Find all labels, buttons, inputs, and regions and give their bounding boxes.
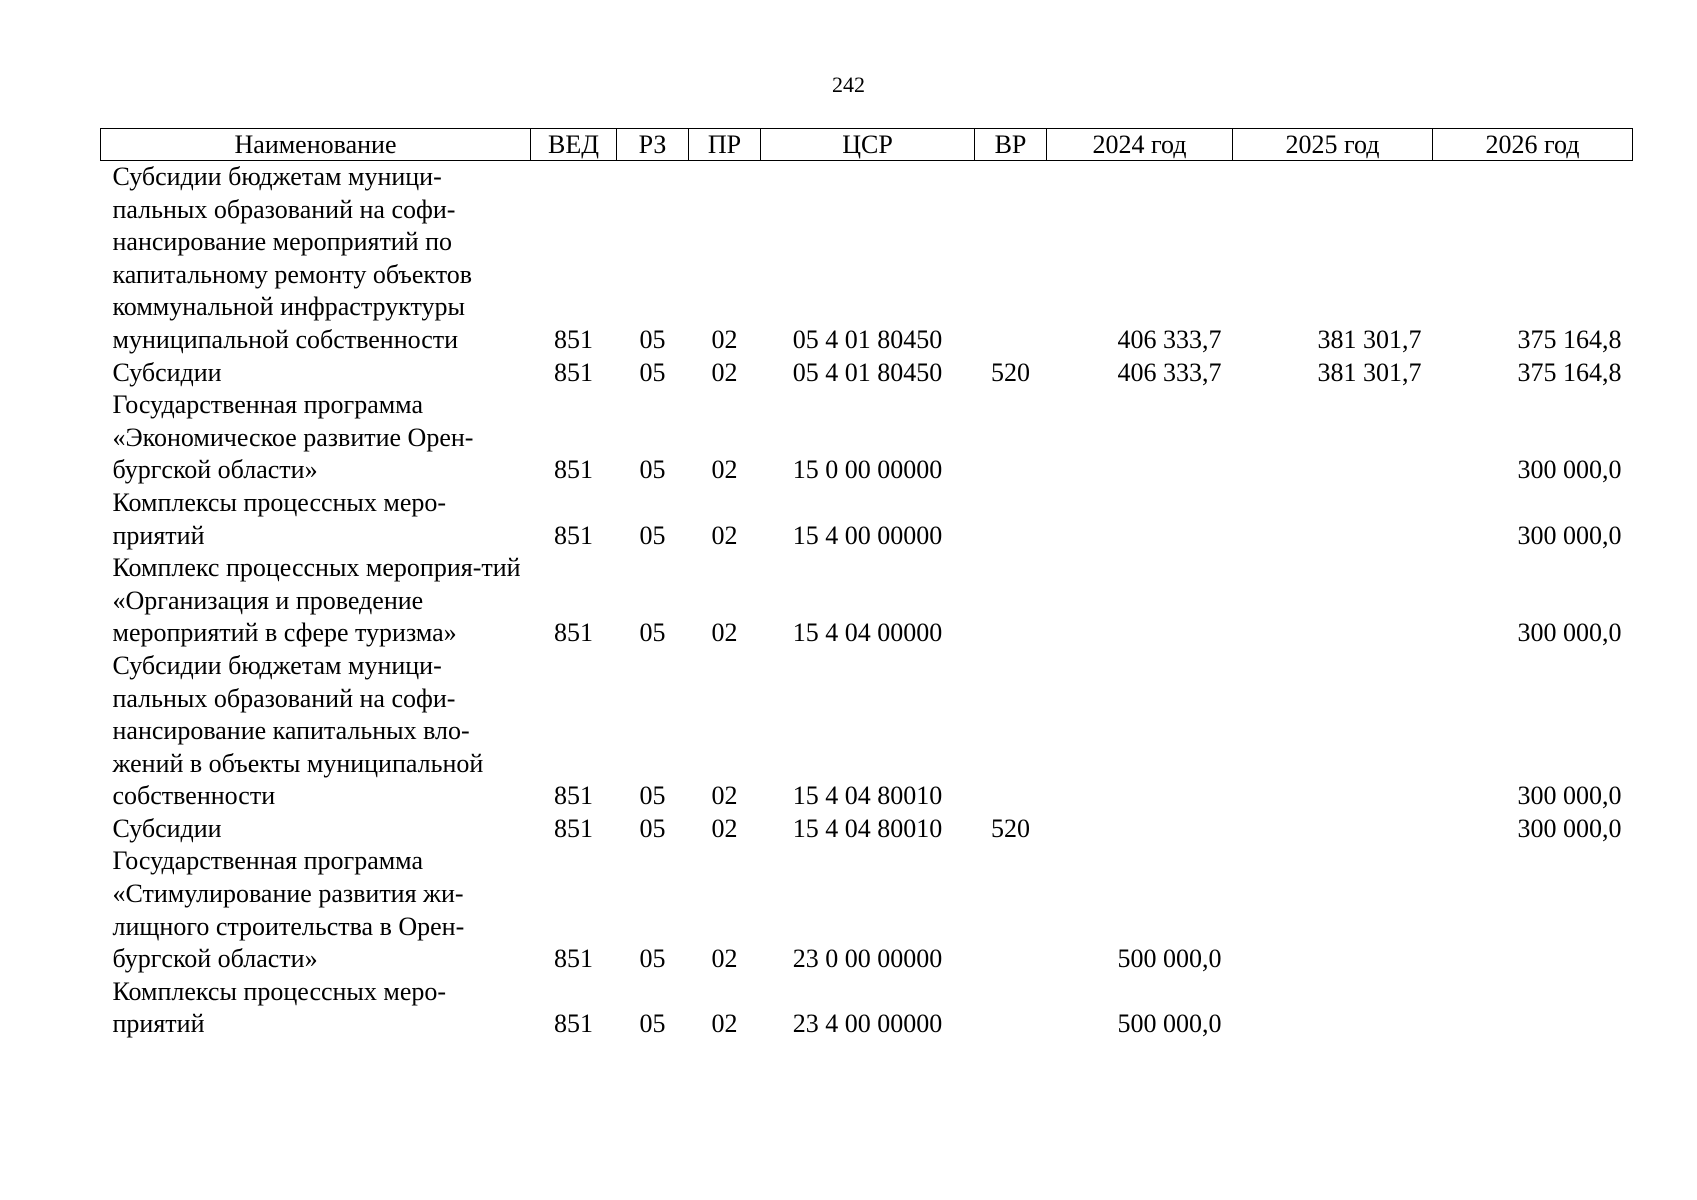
cell-pr: 02 (711, 324, 738, 354)
cell-vr (975, 976, 1047, 1041)
cell-pr: 02 (711, 618, 738, 648)
cell-name: Комплекс процессных мероприя-тий «Организация и проведение мероприятий в сфере туризма» (112, 553, 521, 648)
cell-2024 (1047, 813, 1233, 846)
cell-name: Субсидии (112, 357, 222, 387)
cell-2024 (1047, 487, 1233, 552)
cell-csr: 15 4 04 80010 (792, 813, 943, 843)
header-name: Наименование (101, 129, 531, 161)
header-2025: 2025 год (1233, 129, 1433, 161)
page-number: 242 (832, 72, 865, 97)
header-2024: 2024 год (1047, 129, 1233, 161)
header-vr: ВР (975, 129, 1047, 161)
cell-vr (975, 845, 1047, 975)
table-row (101, 487, 1633, 552)
cell-pr: 02 (711, 944, 738, 974)
header-csr: ЦСР (761, 129, 975, 161)
cell-rz: 05 (639, 781, 666, 811)
cell-2025 (1233, 845, 1433, 975)
table-row (101, 650, 1633, 813)
cell-2025: 381 301,7 (1317, 324, 1422, 354)
cell-vr (975, 650, 1047, 813)
table-row (101, 976, 1633, 1041)
cell-vr (975, 389, 1047, 487)
cell-csr: 23 0 00 00000 (792, 944, 943, 974)
cell-2026 (1433, 845, 1633, 975)
cell-pr: 02 (711, 781, 738, 811)
cell-2026: 375 164,8 (1517, 357, 1622, 387)
header-rz: РЗ (617, 129, 689, 161)
cell-rz: 05 (639, 1009, 666, 1039)
cell-vr (975, 161, 1047, 357)
cell-name: Субсидии бюджетам муници-пальных образований на софи-нансирование капитальных вло-жений в объекты муниципальной собственности (112, 650, 484, 811)
cell-pr: 02 (711, 1009, 738, 1039)
cell-pr: 02 (711, 455, 738, 485)
cell-ved: 851 (554, 618, 593, 648)
cell-2024: 500 000,0 (1117, 1009, 1222, 1039)
cell-2026: 300 000,0 (1517, 813, 1622, 843)
cell-vr (975, 552, 1047, 650)
cell-pr: 02 (711, 357, 738, 387)
cell-vr: 520 (991, 357, 1030, 387)
cell-2026: 300 000,0 (1517, 520, 1622, 550)
cell-csr: 05 4 01 80450 (792, 324, 943, 354)
cell-ved: 851 (554, 944, 593, 974)
cell-vr (975, 487, 1047, 552)
table-row (101, 845, 1633, 975)
cell-ved: 851 (554, 357, 593, 387)
cell-ved: 851 (554, 1009, 593, 1039)
cell-2024: 406 333,7 (1117, 324, 1222, 354)
cell-name: Комплексы процессных меро-приятий (112, 487, 447, 550)
cell-csr: 15 0 00 00000 (792, 455, 943, 485)
cell-rz: 05 (639, 813, 666, 843)
table-row (101, 357, 1633, 390)
cell-2025 (1233, 487, 1433, 552)
cell-2025 (1233, 650, 1433, 813)
cell-csr: 15 4 00 00000 (792, 520, 943, 550)
cell-2026: 375 164,8 (1517, 324, 1622, 354)
cell-2025: 381 301,7 (1317, 357, 1422, 387)
cell-ved: 851 (554, 455, 593, 485)
header-pr: ПР (689, 129, 761, 161)
cell-2025 (1233, 813, 1433, 846)
cell-2024 (1047, 650, 1233, 813)
cell-2024 (1047, 552, 1233, 650)
table-header-row (101, 129, 1633, 161)
cell-2026 (1433, 976, 1633, 1041)
cell-2024: 406 333,7 (1117, 357, 1222, 387)
cell-rz: 05 (639, 357, 666, 387)
table-row (101, 552, 1633, 650)
cell-2025 (1233, 552, 1433, 650)
table-row (101, 389, 1633, 487)
table-row (101, 813, 1633, 846)
cell-2026: 300 000,0 (1517, 781, 1622, 811)
table-row (101, 161, 1633, 357)
table-body (101, 161, 1633, 1042)
cell-vr: 520 (991, 813, 1030, 843)
cell-rz: 05 (639, 618, 666, 648)
header-2026: 2026 год (1433, 129, 1633, 161)
header-ved: ВЕД (531, 129, 617, 161)
cell-csr: 23 4 00 00000 (792, 1009, 943, 1039)
cell-ved: 851 (554, 813, 593, 843)
cell-ved: 851 (554, 324, 593, 354)
cell-name: Комплексы процессных меро-приятий (112, 976, 447, 1039)
cell-rz: 05 (639, 455, 666, 485)
cell-name: Субсидии бюджетам муници-пальных образований на софи-нансирование мероприятий по капитальному ремонту объектов коммунальной инфраструктуры муниципальной собственности (112, 162, 472, 354)
cell-2026: 300 000,0 (1517, 455, 1622, 485)
cell-2024 (1047, 389, 1233, 487)
cell-csr: 15 4 04 80010 (792, 781, 943, 811)
cell-2024: 500 000,0 (1117, 944, 1222, 974)
cell-pr: 02 (711, 520, 738, 550)
cell-name: Государственная программа «Стимулирование развития жи-лищного строительства в Орен-бургской области» (112, 846, 465, 974)
cell-rz: 05 (639, 520, 666, 550)
cell-2025 (1233, 389, 1433, 487)
cell-rz: 05 (639, 324, 666, 354)
cell-csr: 15 4 04 00000 (792, 618, 943, 648)
cell-2025 (1233, 976, 1433, 1041)
cell-2026: 300 000,0 (1517, 618, 1622, 648)
cell-ved: 851 (554, 781, 593, 811)
budget-table (100, 128, 1633, 1041)
cell-rz: 05 (639, 944, 666, 974)
cell-ved: 851 (554, 520, 593, 550)
cell-name: Субсидии (112, 813, 222, 843)
cell-name: Государственная программа «Экономическое развитие Орен-бургской области» (112, 390, 474, 485)
cell-pr: 02 (711, 813, 738, 843)
cell-csr: 05 4 01 80450 (792, 357, 943, 387)
